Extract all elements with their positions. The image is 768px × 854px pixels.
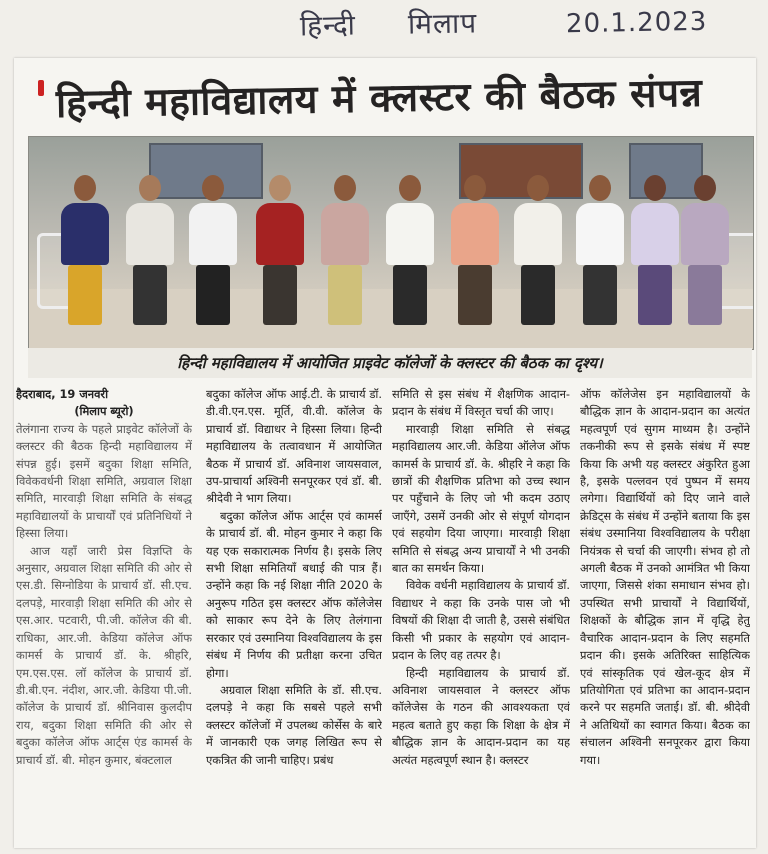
bureau-credit: (मिलाप ब्यूरो) xyxy=(74,404,134,419)
headline: हिन्दी महाविद्यालय में क्लस्टर की बैठक संपन्न xyxy=(55,69,703,128)
article-paragraph: आज यहाँ जारी प्रेस विज्ञप्ति के अनुसार, अग्रवाल शिक्षा समिति की ओर से एस.डी. सिग्नोडिया के प्राचार्य डॉ. सी.एच. दलपड़े, मारवाड़ी शिक्षा समिति की ओर से एस.आर. पटवारी, पी.जी. कॉलेज की बी. राधिका, आर.जी. केडिया कॉलेज ऑफ कामर्स के प्राचार्य डॉ. के. श्रीहरि, एम.एस.एस. लॉ कॉलेज के प्राचार्य डॉ. डी.बी.एन. नंदीश, आर.जी. केडिया पी.जी. कॉलेज के प्राचार्य डॉ. श्रीनिवास कुलदीप राय, बदुका शिक्षा समिति की ओर से बदुका कॉलेज ऑफ आर्ट्स एंड कामर्स के प्राचार्य डॉ. बी. मोहन कुमार, बंक्टलाल xyxy=(16,543,192,767)
photo-person xyxy=(59,175,111,325)
article-paragraph: हिन्दी महाविद्यालय के प्राचार्य डॉ. अविनाश जायसवाल ने क्लस्टर ऑफ कॉलेजेस के गठन की आवश्यकता एवं महत्व बताते हुए कहा कि शिक्षा के क्षेत्र में बौद्धिक ज्ञान के आदान-प्रदान का यह अत्यंत महत्वपूर्ण स्थान है। क्लस्टर xyxy=(392,665,570,767)
handwritten-daily-name: मिलाप xyxy=(407,6,478,41)
article-column-4 xyxy=(580,386,750,826)
photo-person xyxy=(187,175,239,325)
article-paragraph: अग्रवाल शिक्षा समिति के डॉ. सी.एच. दलपड़े ने कहा कि सबसे पहले सभी क्लस्टर कॉलेजों में उपलब्ध कोर्सेस के बारे में जानकारी एक जगह लिखित रूप से एकत्रित की जानी चाहिए। प्रबंध xyxy=(206,682,382,767)
photo-person xyxy=(512,175,564,325)
handwritten-paper-name: हिन्दी xyxy=(299,8,357,43)
meeting-photo xyxy=(28,136,754,350)
photo-person xyxy=(574,175,626,325)
photo-person xyxy=(629,175,681,325)
photo-person xyxy=(384,175,436,325)
photo-person xyxy=(449,175,501,325)
article-paragraph: तेलंगाना राज्य के पहले प्राइवेट कॉलेजों के क्लस्टर की बैठक हिन्दी महाविद्यालय में संपन्न हुई। इसमें बदुका शिक्षा समिति, विवेकवर्धनी शिक्षा समिति, अग्रवाल शिक्षा समिति, मारवाड़ी शिक्षा समिति के संबद्ध महाविद्यालयों के प्राचार्यों एवं प्रतिनिधियों ने हिस्सा लिया। xyxy=(16,421,192,541)
handwritten-date: 20.1.2023 xyxy=(565,6,708,40)
photo-caption: हिन्दी महाविद्यालय में आयोजित प्राइवेट कॉलेजों के क्लस्टर की बैठक का दृश्य। xyxy=(28,348,752,378)
article-paragraph: ऑफ कॉलेजेस इन महाविद्यालयों के बौद्धिक ज्ञान के आदान-प्रदान का अत्यंत महत्वपूर्ण एवं सुगम माध्यम है। उन्होंने तकनीकी रूप से इसके संबंध में स्पष्ट किया कि अभी यह क्लस्टर अंकुरित हुआ है, इसके पल्लवन एवं पुष्पन में समय लगेगा। विद्यार्थियों को दिए जाने वाले क्रेडिट्स के संबंध में उन्होंने बताया कि इस संबंध उस्मानिया विश्वविद्यालय के परीक्षा नियंत्रक से चर्चा की जाएगी। संभव हो तो अगली बैठक में उनको आमंत्रित भी किया जाएगा, जिससे शंका समाधान संभव हो। उपस्थित सभी प्राचार्यों ने विद्यार्थियों, शिक्षकों के बौद्धिक ज्ञान में वृद्धि हेतु वैचारिक आदान-प्रदान के लिए सहमति प्रदान की। इसके अतिरिक्त साहित्यिक एवं सांस्कृतिक एवं खेल-कूद क्षेत्र में प्रतियोगिता एवं प्रतिभा का आदान-प्रदान करने पर सहमति जताई। डॉ. बी. श्रीदेवी ने अतिथियों का स्वागत किया। बैठक का संचालन अश्विनी सनपूरकर द्वारा किया गया। xyxy=(580,387,750,767)
article-paragraph: मारवाड़ी शिक्षा समिति से संबद्ध महाविद्यालय आर.जी. केडिया ऑलेज ऑफ कामर्स के प्राचार्य डॉ. के. श्रीहरि ने कहा कि छात्रों की शैक्षणिक प्रतिभा को उच्च स्थान पर पहुँचाने के लिए जो भी कदम उठाए जाएँगे, उसमें उनकी ओर से संपूर्ण योगदान एवं सहयोग दिया जाएगा। मारवाड़ी शिक्षा समिति से संबद्ध अन्य प्राचार्यों ने भी उनकी बात का समर्थन किया। xyxy=(392,421,570,576)
dateline: हैदराबाद, 19 जनवरी xyxy=(16,387,109,401)
photo-person xyxy=(679,175,731,325)
article-column-3 xyxy=(392,386,570,826)
red-bullet-mark xyxy=(38,80,44,96)
article-paragraph: बदुका कॉलेज ऑफ आई.टी. के प्राचार्य डॉ. डी.वी.एन.एस. मूर्ति, वी.वी. कॉलेज के प्राचार्य डॉ. विद्याधर ने हिस्सा लिया। हिन्दी महाविद्यालय के तत्वावधान में आयोजित बैठक में प्राचार्य डॉ. अविनाश जायसवाल, उप-प्राचार्या अश्विनी सनपूरकर एवं डॉ. बी. श्रीदेवी ने भाग लिया। xyxy=(206,387,382,506)
article-column-2 xyxy=(206,386,382,826)
photo-person xyxy=(254,175,306,325)
article-paragraph: समिति से इस संबंध में शैक्षणिक आदान-प्रदान के संबंध में विस्तृत चर्चा की जाए। xyxy=(392,387,570,419)
article-paragraph: विवेक वर्धनी महाविद्यालय के प्राचार्य डॉ. विद्याधर ने कहा कि उनके पास जो भी विषयों की शिक्षा दी जाती है, उससे संबंधित किसी भी प्रकार के सहयोग एवं आदान-प्रदान के लिए वह तत्पर है। xyxy=(392,578,570,663)
article-column-1 xyxy=(16,386,192,826)
photo-person xyxy=(124,175,176,325)
photo-person xyxy=(319,175,371,325)
article-paragraph: बदुका कॉलेज ऑफ आर्ट्स एवं कामर्स के प्राचार्य डॉ. बी. मोहन कुमार ने कहा कि यह एक सकारात्मक निर्णय है। इसके लिए सभी शिक्षा समितियाँ बधाई की पात्र हैं। उन्होंने कहा कि नई शिक्षा नीति 2020 के अनुरूप गठित इस क्लस्टर ऑफ कॉलेजेस को साकार रूप देने के लिए तेलंगाना सरकार एवं उस्मानिया विश्वविद्यालय के इस संबंध में निर्णय की प्रतीक्षा करना उचित होगा। xyxy=(206,508,382,680)
